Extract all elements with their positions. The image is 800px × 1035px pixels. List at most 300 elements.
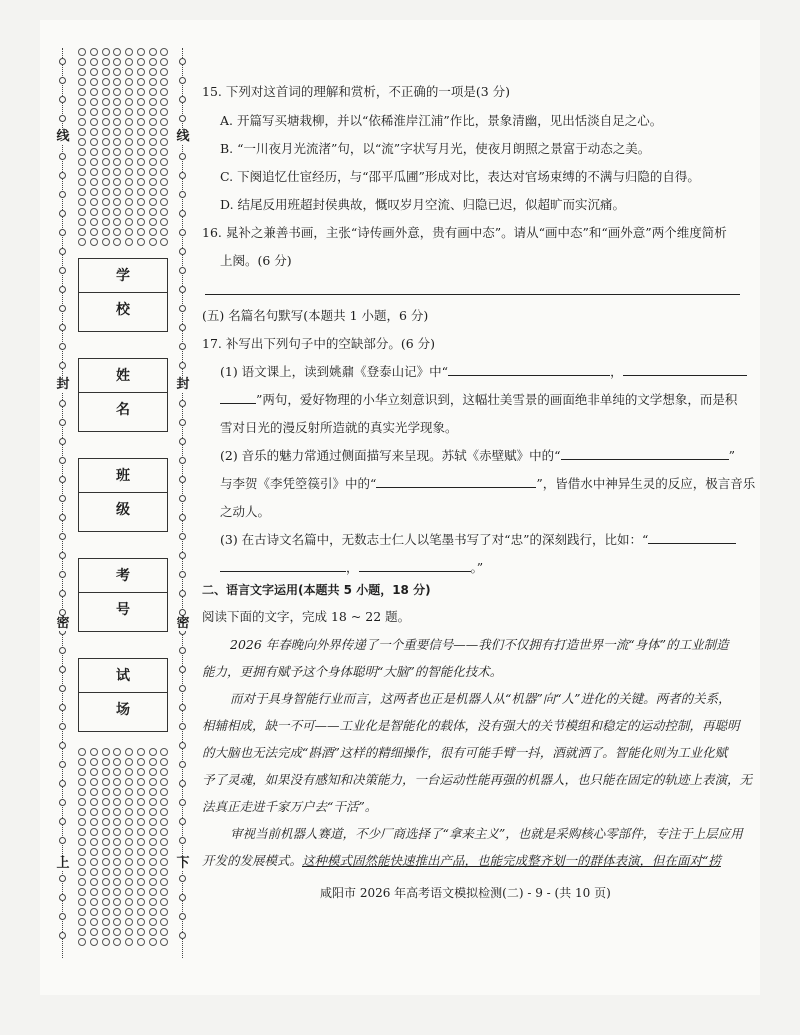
binding-dot bbox=[149, 118, 157, 126]
binding-dot bbox=[149, 798, 157, 806]
binding-dot bbox=[160, 778, 168, 786]
binding-dot bbox=[102, 58, 110, 66]
q15-option-c: C. 下阕追忆仕宦经历，与“邵平瓜圃”形成对比，表达对官场束缚的不满与归隐的自得。 bbox=[220, 169, 700, 184]
binding-dot bbox=[113, 48, 121, 56]
q15-option-a: A. 开篇写买塘栽柳，并以“依稀淮岸江浦”作比，景象清幽，见出恬淡自足之心。 bbox=[220, 113, 663, 128]
binding-dot bbox=[90, 238, 98, 246]
binding-dot bbox=[113, 98, 121, 106]
binding-dot bbox=[113, 848, 121, 856]
binding-dot bbox=[149, 138, 157, 146]
exam-number-label: 考号 bbox=[79, 559, 167, 593]
binding-dot bbox=[125, 918, 133, 926]
binding-dot bbox=[125, 188, 133, 196]
binding-line-ring bbox=[179, 685, 186, 692]
binding-dot bbox=[125, 888, 133, 896]
binding-dot bbox=[78, 888, 86, 896]
binding-dot bbox=[137, 48, 145, 56]
binding-dot bbox=[78, 848, 86, 856]
binding-dot bbox=[90, 888, 98, 896]
binding-dot bbox=[102, 158, 110, 166]
binding-dot bbox=[90, 98, 98, 106]
binding-dot bbox=[125, 908, 133, 916]
name-field[interactable] bbox=[78, 358, 168, 432]
binding-dot bbox=[149, 928, 157, 936]
binding-dot bbox=[90, 828, 98, 836]
binding-dot bbox=[78, 188, 86, 196]
binding-line-ring bbox=[179, 438, 186, 445]
binding-dot bbox=[78, 48, 86, 56]
binding-line-ring bbox=[59, 742, 66, 749]
q17-part1-blank-3[interactable] bbox=[220, 392, 256, 404]
binding-dot bbox=[137, 798, 145, 806]
binding-dot bbox=[78, 108, 86, 116]
binding-dot bbox=[125, 798, 133, 806]
binding-line-ring bbox=[59, 761, 66, 768]
binding-dot bbox=[102, 178, 110, 186]
binding-line-ring bbox=[179, 837, 186, 844]
binding-dot bbox=[125, 938, 133, 946]
binding-dot bbox=[125, 218, 133, 226]
binding-dot bbox=[160, 208, 168, 216]
binding-dot bbox=[137, 788, 145, 796]
binding-line-ring bbox=[179, 229, 186, 236]
binding-dot bbox=[113, 758, 121, 766]
binding-dot bbox=[149, 868, 157, 876]
binding-dot bbox=[113, 138, 121, 146]
binding-dot bbox=[149, 148, 157, 156]
binding-dot bbox=[160, 98, 168, 106]
q17-part3-blank-2[interactable] bbox=[220, 560, 346, 572]
binding-dot bbox=[137, 828, 145, 836]
binding-dot bbox=[125, 878, 133, 886]
binding-line-ring bbox=[59, 495, 66, 502]
q17-part2-line3: 之动人。 bbox=[220, 504, 271, 519]
binding-line-ring bbox=[59, 799, 66, 806]
binding-dot bbox=[102, 798, 110, 806]
binding-dot bbox=[125, 88, 133, 96]
binding-dot bbox=[149, 98, 157, 106]
name-label: 姓名 bbox=[79, 359, 167, 393]
binding-dot bbox=[90, 768, 98, 776]
binding-dot bbox=[125, 228, 133, 236]
binding-dot bbox=[113, 118, 121, 126]
binding-dot bbox=[78, 838, 86, 846]
binding-dot bbox=[90, 108, 98, 116]
binding-dot bbox=[125, 868, 133, 876]
binding-line-ring bbox=[179, 248, 186, 255]
binding-dot bbox=[78, 808, 86, 816]
q17-part3-blank-1[interactable] bbox=[648, 532, 736, 544]
binding-line-ring bbox=[179, 742, 186, 749]
binding-dot bbox=[78, 68, 86, 76]
binding-dot bbox=[137, 938, 145, 946]
binding-dot bbox=[102, 228, 110, 236]
binding-dot bbox=[113, 868, 121, 876]
binding-dot bbox=[78, 208, 86, 216]
binding-dot bbox=[90, 228, 98, 236]
binding-dot bbox=[149, 168, 157, 176]
binding-dot bbox=[90, 68, 98, 76]
passage-line-3: 而对于具身智能行业而言，这两者也正是机器人从“机器”向“人”进化的关键。两者的关系， bbox=[230, 691, 731, 706]
binding-line-ring bbox=[179, 704, 186, 711]
binding-dot bbox=[78, 748, 86, 756]
section-2-heading: 二、语言文字运用(本题共 5 小题，18 分) bbox=[202, 583, 431, 597]
binding-line-ring bbox=[179, 818, 186, 825]
binding-dot bbox=[137, 168, 145, 176]
binding-dot bbox=[102, 78, 110, 86]
reading-instruction: 阅读下面的文字，完成 18 ~ 22 题。 bbox=[202, 609, 411, 624]
binding-dot bbox=[125, 178, 133, 186]
binding-dot bbox=[137, 78, 145, 86]
binding-dot bbox=[102, 168, 110, 176]
binding-dot bbox=[113, 88, 121, 96]
binding-dot bbox=[137, 758, 145, 766]
binding-dot bbox=[90, 908, 98, 916]
binding-dot bbox=[102, 898, 110, 906]
binding-dot bbox=[137, 148, 145, 156]
school-field[interactable] bbox=[78, 258, 168, 332]
binding-dot bbox=[113, 918, 121, 926]
binding-dot bbox=[90, 58, 98, 66]
q17-part2-blank-1[interactable] bbox=[561, 448, 729, 460]
q17-part3-text-a: (3) 在古诗文名篇中，无数志士仁人以笔墨书写了对“忠”的深刻践行，比如：“ bbox=[220, 532, 649, 547]
binding-dot bbox=[113, 878, 121, 886]
binding-dot bbox=[160, 868, 168, 876]
binding-dot bbox=[113, 908, 121, 916]
page-footer: 咸阳市 2026 年高考语文模拟检测(二) - 9 - (共 10 页) bbox=[320, 886, 611, 900]
binding-dot bbox=[113, 858, 121, 866]
binding-dot bbox=[102, 768, 110, 776]
binding-dot bbox=[102, 918, 110, 926]
q17-part1-line2 bbox=[220, 392, 737, 408]
binding-dot bbox=[149, 848, 157, 856]
binding-dot bbox=[113, 798, 121, 806]
binding-line-ring bbox=[179, 400, 186, 407]
binding-dot bbox=[149, 198, 157, 206]
q17-part1-text-a: (1) 语文课上，读到姚鼐《登泰山记》中“ bbox=[220, 364, 449, 379]
binding-dot bbox=[160, 888, 168, 896]
binding-dot bbox=[160, 758, 168, 766]
binding-dot bbox=[78, 898, 86, 906]
binding-dot bbox=[113, 108, 121, 116]
binding-dot bbox=[160, 58, 168, 66]
binding-dot bbox=[78, 58, 86, 66]
binding-dot bbox=[102, 198, 110, 206]
binding-dot bbox=[90, 218, 98, 226]
binding-line-ring bbox=[59, 362, 66, 369]
binding-line-ring bbox=[59, 115, 66, 122]
binding-dot bbox=[102, 828, 110, 836]
passage-line-5: 的大脑也无法完成“斟酒”这样的精细操作，很有可能手臂一抖，酒就洒了。智能化则为工业化赋 bbox=[202, 745, 728, 760]
binding-dot bbox=[137, 228, 145, 236]
binding-dot bbox=[160, 238, 168, 246]
binding-dot bbox=[102, 858, 110, 866]
binding-dot bbox=[137, 68, 145, 76]
binding-dot bbox=[90, 798, 98, 806]
binding-dot bbox=[137, 908, 145, 916]
binding-label-mi-left: 密 bbox=[56, 616, 70, 631]
q15-option-d: D. 结尾反用班超封侯典故，慨叹岁月空流、归隐已迟，似超旷而实沉痛。 bbox=[220, 197, 626, 212]
q17-part2-line2 bbox=[220, 476, 755, 492]
binding-dot bbox=[125, 858, 133, 866]
binding-dot bbox=[149, 238, 157, 246]
binding-dot bbox=[90, 858, 98, 866]
binding-dot bbox=[125, 778, 133, 786]
exam-room-field[interactable] bbox=[78, 658, 168, 732]
binding-line-ring bbox=[179, 932, 186, 939]
binding-dot bbox=[78, 768, 86, 776]
binding-dot bbox=[125, 208, 133, 216]
binding-dot bbox=[113, 228, 121, 236]
binding-dot bbox=[137, 918, 145, 926]
binding-dot bbox=[78, 878, 86, 886]
binding-dot bbox=[102, 808, 110, 816]
binding-dot bbox=[125, 808, 133, 816]
binding-dot bbox=[102, 188, 110, 196]
binding-dot bbox=[137, 888, 145, 896]
binding-line-ring bbox=[59, 286, 66, 293]
binding-dot bbox=[113, 238, 121, 246]
binding-dot bbox=[137, 188, 145, 196]
binding-line-ring bbox=[179, 305, 186, 312]
binding-line-ring bbox=[179, 457, 186, 464]
binding-dot bbox=[125, 198, 133, 206]
binding-dot bbox=[149, 758, 157, 766]
binding-dot bbox=[78, 778, 86, 786]
binding-dot bbox=[125, 828, 133, 836]
binding-dot bbox=[113, 788, 121, 796]
binding-dot bbox=[102, 238, 110, 246]
binding-dot bbox=[125, 68, 133, 76]
binding-dot bbox=[113, 808, 121, 816]
binding-dot bbox=[90, 918, 98, 926]
binding-dot bbox=[90, 778, 98, 786]
q15-stem: 15. 下列对这首词的理解和赏析，不正确的一项是(3 分) bbox=[202, 84, 511, 99]
binding-dot bbox=[102, 98, 110, 106]
binding-dot bbox=[90, 788, 98, 796]
binding-dot bbox=[78, 78, 86, 86]
binding-dot bbox=[102, 878, 110, 886]
binding-line-ring bbox=[59, 400, 66, 407]
binding-line-ring bbox=[179, 666, 186, 673]
q17-part2-text-c: ”，皆借水中神异生灵的反应，极言音乐 bbox=[536, 476, 756, 491]
binding-dot bbox=[102, 838, 110, 846]
binding-dot bbox=[149, 818, 157, 826]
binding-dot bbox=[137, 818, 145, 826]
passage-line-4: 相辅相成，缺一不可——工业化是智能化的载体，没有强大的关节模组和稳定的运动控制，再聪明 bbox=[202, 718, 740, 733]
binding-dot bbox=[90, 898, 98, 906]
binding-dot bbox=[149, 88, 157, 96]
q17-part3-line1 bbox=[220, 532, 736, 548]
binding-dot bbox=[160, 178, 168, 186]
binding-dot bbox=[102, 108, 110, 116]
binding-dot bbox=[102, 908, 110, 916]
binding-dot bbox=[160, 148, 168, 156]
binding-dot bbox=[160, 48, 168, 56]
q17-part3-blank-3[interactable] bbox=[359, 560, 471, 572]
binding-dot bbox=[78, 128, 86, 136]
binding-line-ring bbox=[179, 894, 186, 901]
binding-line-ring bbox=[59, 267, 66, 274]
binding-dot bbox=[160, 858, 168, 866]
binding-dot bbox=[90, 128, 98, 136]
q16-answer-line[interactable] bbox=[205, 294, 740, 295]
binding-dot bbox=[149, 938, 157, 946]
binding-dot bbox=[78, 88, 86, 96]
binding-dot bbox=[113, 188, 121, 196]
binding-dot bbox=[90, 868, 98, 876]
binding-line-ring bbox=[179, 495, 186, 502]
binding-dot bbox=[125, 58, 133, 66]
binding-line-ring bbox=[59, 780, 66, 787]
binding-label-feng-right: 封 bbox=[176, 377, 190, 392]
binding-dot bbox=[90, 78, 98, 86]
binding-dot-pattern-top bbox=[78, 48, 170, 246]
q17-part1-line1: (1) 语文课上，读到姚鼐《登泰山记》中“ ， bbox=[220, 364, 747, 380]
binding-dot bbox=[113, 938, 121, 946]
binding-dot bbox=[125, 838, 133, 846]
binding-line-ring bbox=[59, 172, 66, 179]
binding-dot bbox=[102, 938, 110, 946]
binding-line-ring bbox=[179, 419, 186, 426]
binding-dot bbox=[90, 878, 98, 886]
binding-dot bbox=[160, 78, 168, 86]
binding-dot bbox=[125, 148, 133, 156]
binding-dot bbox=[113, 198, 121, 206]
binding-dot bbox=[160, 908, 168, 916]
binding-dot bbox=[149, 178, 157, 186]
binding-dot bbox=[149, 128, 157, 136]
binding-dot bbox=[78, 198, 86, 206]
binding-dot bbox=[137, 928, 145, 936]
binding-dot bbox=[160, 128, 168, 136]
class-field[interactable] bbox=[78, 458, 168, 532]
binding-dot bbox=[78, 118, 86, 126]
binding-dot bbox=[160, 878, 168, 886]
binding-dot bbox=[102, 208, 110, 216]
passage-line-7: 法真正走进千家万户去“干活”。 bbox=[202, 799, 378, 814]
binding-line-ring bbox=[179, 590, 186, 597]
binding-label-xian-right: 线 bbox=[176, 129, 190, 144]
binding-dot bbox=[102, 118, 110, 126]
binding-dot bbox=[113, 898, 121, 906]
binding-dot bbox=[113, 768, 121, 776]
binding-line-ring bbox=[179, 362, 186, 369]
binding-dot bbox=[149, 68, 157, 76]
binding-line-ring bbox=[179, 514, 186, 521]
binding-line-ring bbox=[59, 514, 66, 521]
binding-dot bbox=[149, 748, 157, 756]
binding-dot bbox=[78, 148, 86, 156]
binding-dot bbox=[160, 168, 168, 176]
binding-line-ring bbox=[59, 229, 66, 236]
binding-dot bbox=[137, 768, 145, 776]
binding-dot bbox=[137, 128, 145, 136]
binding-dot bbox=[125, 768, 133, 776]
q16-stem-line2: 上阕。(6 分) bbox=[220, 253, 292, 268]
binding-dot bbox=[102, 758, 110, 766]
binding-dot bbox=[160, 138, 168, 146]
binding-dot bbox=[149, 908, 157, 916]
binding-line-ring bbox=[179, 723, 186, 730]
q17-stem: 17. 补写出下列句子中的空缺部分。(6 分) bbox=[202, 336, 436, 351]
binding-line-ring bbox=[59, 248, 66, 255]
binding-dot bbox=[102, 88, 110, 96]
binding-line-ring bbox=[59, 476, 66, 483]
binding-dot bbox=[102, 848, 110, 856]
q17-part1-text-b: ”两句，爱好物理的小华立刻意识到，这幅壮美雪景的画面绝非单纯的文学想象，而是积 bbox=[256, 392, 738, 407]
binding-dot bbox=[137, 848, 145, 856]
binding-dot bbox=[78, 938, 86, 946]
section-5-heading: (五) 名篇名句默写(本题共 1 小题，6 分) bbox=[202, 308, 429, 323]
binding-dot bbox=[90, 198, 98, 206]
binding-dot bbox=[113, 888, 121, 896]
binding-line-ring bbox=[59, 704, 66, 711]
binding-dot bbox=[113, 68, 121, 76]
binding-dot bbox=[160, 898, 168, 906]
binding-dot bbox=[78, 178, 86, 186]
binding-dot bbox=[113, 828, 121, 836]
q17-part2-blank-2[interactable] bbox=[376, 476, 536, 488]
binding-dot bbox=[137, 218, 145, 226]
binding-dot bbox=[160, 748, 168, 756]
binding-label-mi-right: 密 bbox=[176, 616, 190, 631]
q17-part2-line1: (2) 音乐的魅力常通过侧面描写来呈现。苏轼《赤壁赋》中的“ ” bbox=[220, 448, 735, 463]
binding-dot bbox=[137, 98, 145, 106]
binding-dot bbox=[78, 868, 86, 876]
binding-dot bbox=[90, 758, 98, 766]
binding-dot bbox=[149, 228, 157, 236]
binding-dot bbox=[78, 818, 86, 826]
binding-dot bbox=[160, 828, 168, 836]
binding-dot bbox=[125, 788, 133, 796]
binding-dot bbox=[102, 788, 110, 796]
binding-dot bbox=[90, 838, 98, 846]
binding-dot bbox=[102, 148, 110, 156]
binding-dot bbox=[137, 748, 145, 756]
binding-line-ring bbox=[59, 875, 66, 882]
binding-line-ring bbox=[179, 58, 186, 65]
q17-part3-line2: ， 。” bbox=[220, 560, 483, 576]
binding-dot bbox=[90, 138, 98, 146]
q17-part1-blank-1[interactable] bbox=[448, 364, 610, 376]
binding-dot bbox=[113, 58, 121, 66]
binding-dot bbox=[149, 808, 157, 816]
binding-line-ring bbox=[179, 286, 186, 293]
binding-line-ring bbox=[59, 685, 66, 692]
binding-dot bbox=[102, 48, 110, 56]
binding-dot bbox=[137, 198, 145, 206]
binding-dot bbox=[113, 928, 121, 936]
binding-line-ring bbox=[179, 647, 186, 654]
binding-dot bbox=[137, 858, 145, 866]
binding-dot bbox=[137, 58, 145, 66]
binding-line-ring bbox=[179, 476, 186, 483]
passage-line-2: 能力，更拥有赋予这个身体聪明“大脑”的智能化技术。 bbox=[202, 664, 503, 679]
binding-dot bbox=[149, 888, 157, 896]
binding-label-xian-left: 线 bbox=[56, 129, 70, 144]
binding-line-ring bbox=[179, 96, 186, 103]
binding-dot bbox=[149, 838, 157, 846]
binding-line-ring bbox=[59, 438, 66, 445]
q17-part1-blank-2[interactable] bbox=[623, 364, 747, 376]
binding-dot bbox=[90, 818, 98, 826]
binding-dot bbox=[125, 238, 133, 246]
exam-number-field[interactable] bbox=[78, 558, 168, 632]
binding-line-ring bbox=[59, 571, 66, 578]
binding-dot bbox=[160, 808, 168, 816]
q17-part1-line3: 雪对日光的漫反射所造就的真实光学现象。 bbox=[220, 420, 458, 435]
